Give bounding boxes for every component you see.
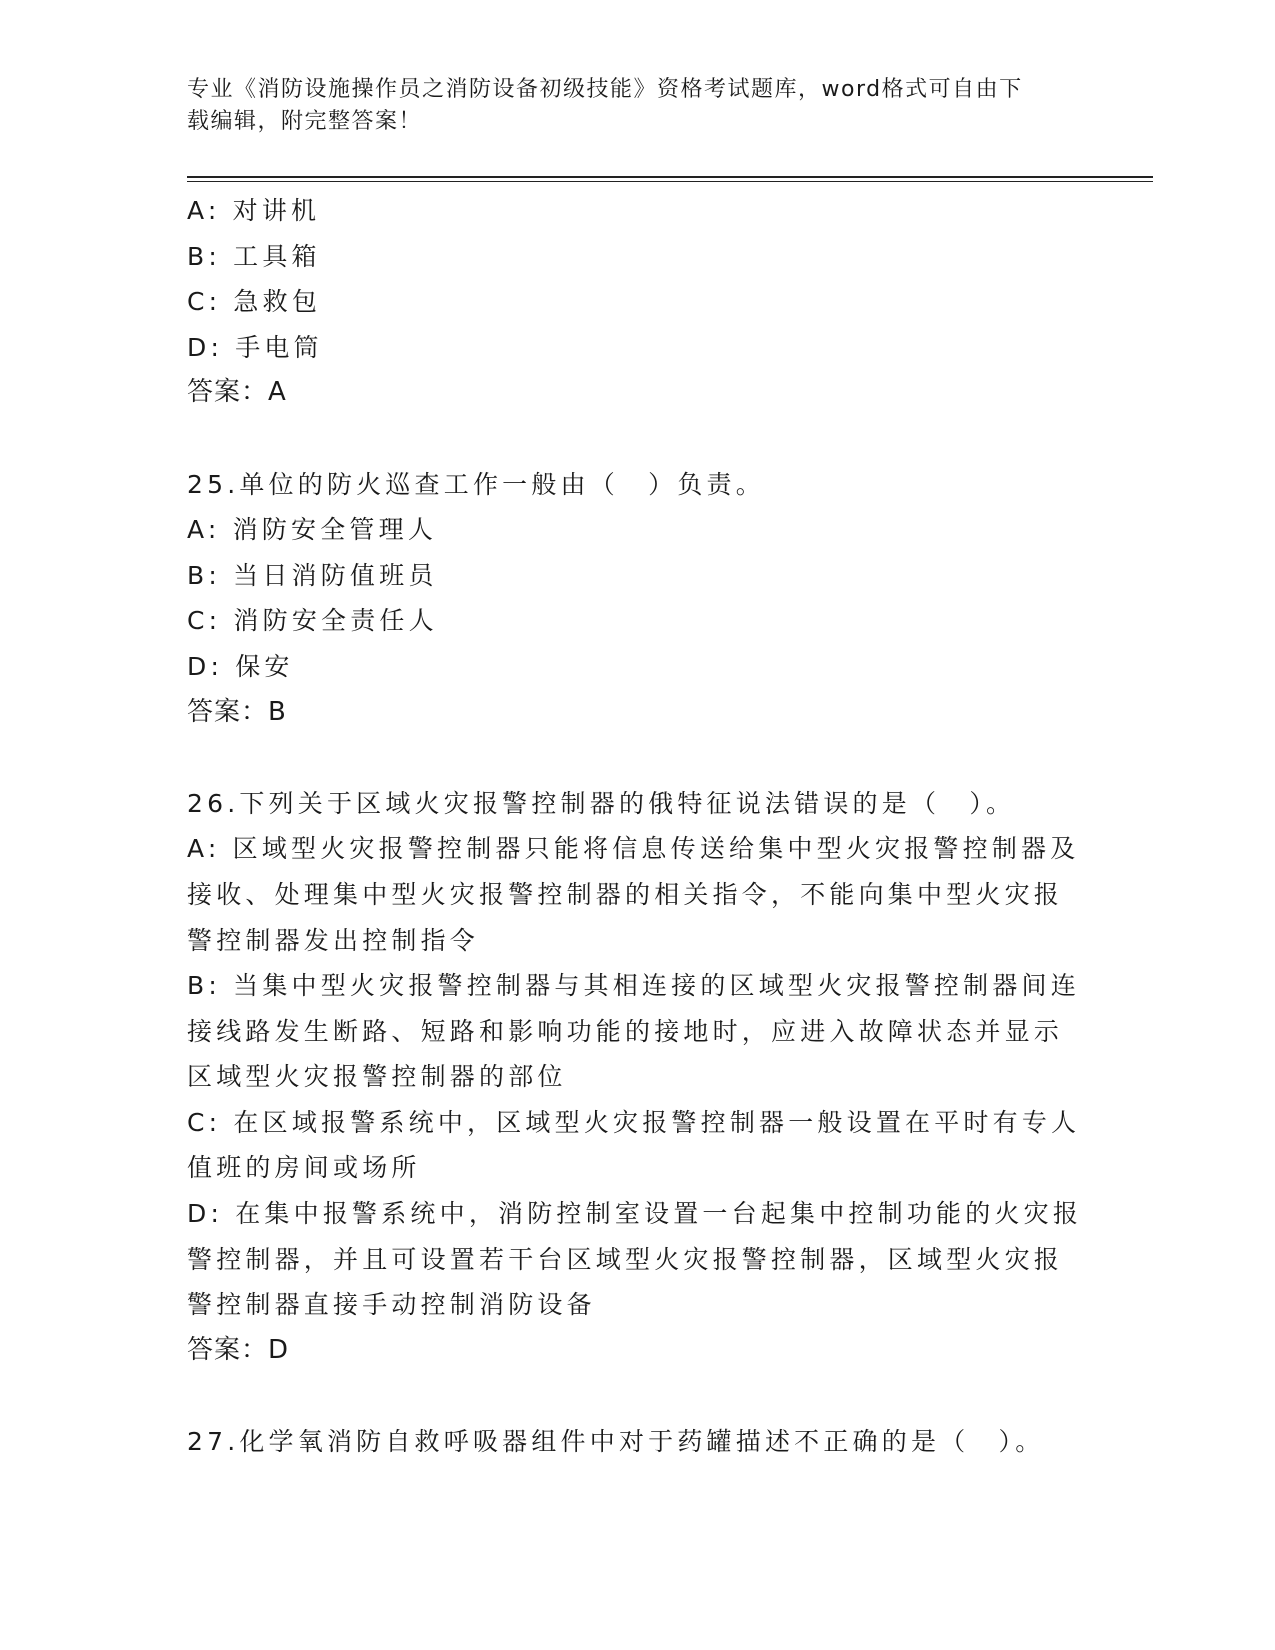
answer: 答案：B	[187, 696, 287, 727]
question-stem: 27.化学氧消防自救呼吸器组件中对于药罐描述不正确的是（ ）。	[187, 1427, 1045, 1457]
header-divider-thin	[187, 181, 1153, 182]
option-d	[187, 1191, 1087, 1328]
question-27	[187, 1419, 1087, 1465]
option-a	[187, 826, 1087, 963]
option-c-line-2: 值班的房间或场所	[187, 1153, 421, 1183]
header-divider-thick	[187, 176, 1153, 178]
answer: 答案：D	[187, 1334, 290, 1365]
question-stem: 26.下列关于区域火灾报警控制器的俄特征说法错误的是（ ）。	[187, 788, 1016, 818]
question-25	[187, 462, 1087, 736]
option-a: A: 消防安全管理人	[187, 515, 438, 545]
option-b-line-2: 接线路发生断路、短路和影响功能的接地时，应进入故障状态并显示	[187, 1016, 1064, 1046]
spacer	[187, 735, 1087, 781]
spacer	[187, 1373, 1087, 1419]
option-b: B: 当日消防值班员	[187, 560, 438, 590]
option-d-line-2: 警控制器，并且可设置若干台区域型火灾报警控制器，区域型火灾报	[187, 1244, 1064, 1274]
spacer	[187, 416, 1087, 462]
question-content	[187, 188, 1087, 1465]
option-c-line-1: C: 在区域报警系统中，区域型火灾报警控制器一般设置在平时有专人	[187, 1107, 1081, 1137]
header-line-1: 专业《消防设施操作员之消防设备初级技能》资格考试题库，word格式可自由下	[187, 77, 1023, 102]
question-24	[187, 188, 1087, 416]
question-26	[187, 781, 1087, 1374]
option-b-line-3: 区域型火灾报警控制器的部位	[187, 1062, 567, 1092]
option-a-line-3: 警控制器发出控制指令	[187, 925, 480, 955]
option-b: B: 工具箱	[187, 241, 321, 271]
option-b-line-1: B: 当集中型火灾报警控制器与其相连接的区域型火灾报警控制器间连	[187, 971, 1080, 1001]
question-stem: 25.单位的防火巡查工作一般由（ ）负责。	[187, 469, 765, 499]
document-header	[187, 74, 1067, 138]
option-c	[187, 1100, 1087, 1191]
option-a-line-2: 接收、处理集中型火灾报警控制器的相关指令，不能向集中型火灾报	[187, 879, 1064, 909]
option-d: D: 手电筒	[187, 332, 323, 362]
option-d-line-1: D: 在集中报警系统中，消防控制室设置一台起集中控制功能的火灾报	[187, 1199, 1083, 1229]
option-a: A: 对讲机	[187, 196, 321, 225]
answer: 答案：A	[187, 377, 287, 408]
header-line-2: 载编辑，附完整答案！	[187, 109, 423, 134]
option-b	[187, 963, 1087, 1100]
option-c: C: 消防安全责任人	[187, 606, 438, 636]
option-a-line-1: A: 区域型火灾报警控制器只能将信息传送给集中型火灾报警控制器及	[187, 834, 1080, 864]
option-d-line-3: 警控制器直接手动控制消防设备	[187, 1290, 596, 1320]
option-d: D: 保安	[187, 651, 294, 681]
option-c: C: 急救包	[187, 287, 322, 317]
